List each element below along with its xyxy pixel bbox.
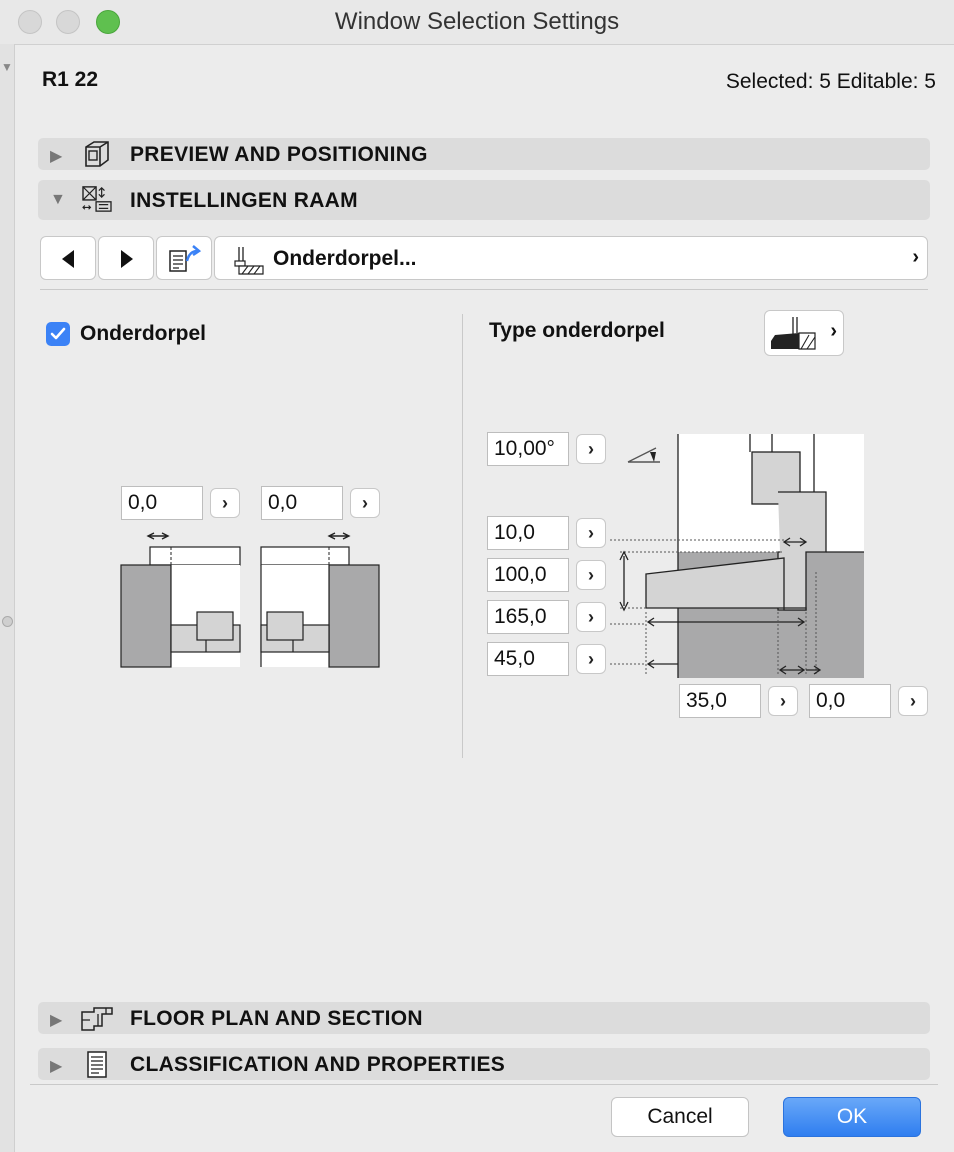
sill-overhang-stepper[interactable] xyxy=(576,644,606,674)
sill-thickness-stepper[interactable] xyxy=(576,560,606,590)
right-offset-stepper[interactable] xyxy=(350,488,380,518)
box-3d-icon xyxy=(80,140,114,168)
chevron-right-icon: › xyxy=(222,493,228,513)
triangle-left-icon xyxy=(62,250,74,268)
sill-thickness-input[interactable]: 100,0 xyxy=(487,558,569,592)
sill-height-input[interactable]: 10,0 xyxy=(487,516,569,550)
section-instellingen-raam[interactable] xyxy=(38,180,930,220)
prev-page-button[interactable] xyxy=(40,236,96,280)
section-floor-plan[interactable] xyxy=(38,1002,930,1034)
chevron-right-icon: › xyxy=(588,565,594,585)
ok-button[interactable]: OK xyxy=(783,1097,921,1137)
sill-height-stepper[interactable] xyxy=(576,518,606,548)
chevron-right-icon: › xyxy=(910,691,916,711)
disclosure-right-icon: ▶ xyxy=(50,1058,63,1075)
disclosure-down-icon: ▼ xyxy=(50,191,66,208)
splitter-handle-icon[interactable] xyxy=(2,616,13,627)
sill-icon xyxy=(233,245,267,275)
left-offset-input[interactable]: 0,0 xyxy=(121,486,203,520)
page-selector-dropdown[interactable] xyxy=(214,236,928,280)
page-list-button[interactable] xyxy=(156,236,212,280)
right-offset-input[interactable]: 0,0 xyxy=(261,486,343,520)
sill-depth-input[interactable]: 165,0 xyxy=(487,600,569,634)
chevron-right-icon: › xyxy=(830,320,837,342)
left-offset-stepper[interactable] xyxy=(210,488,240,518)
window-settings-icon xyxy=(80,185,114,213)
chevron-right-icon: › xyxy=(588,607,594,627)
section-label: FLOOR PLAN AND SECTION xyxy=(130,1007,423,1030)
page-selector-label: Onderdorpel... xyxy=(273,247,417,270)
chevron-right-icon: › xyxy=(588,439,594,459)
resize-strip[interactable] xyxy=(0,44,15,1152)
page-list-icon xyxy=(167,243,203,275)
element-id: R1 22 xyxy=(42,68,99,91)
chevron-right-icon: › xyxy=(780,691,786,711)
disclosure-right-icon: ▶ xyxy=(50,148,63,165)
checkmark-icon xyxy=(46,322,70,346)
chevron-right-icon: › xyxy=(362,493,368,513)
window-title: Window Selection Settings xyxy=(334,8,620,35)
divider xyxy=(40,289,928,290)
panel-divider xyxy=(462,314,463,758)
inner-offset-stepper[interactable] xyxy=(768,686,798,716)
outer-offset-stepper[interactable] xyxy=(898,686,928,716)
section-classification[interactable] xyxy=(38,1048,930,1080)
outer-offset-input[interactable]: 0,0 xyxy=(809,684,891,718)
disclosure-right-icon: ▶ xyxy=(50,1012,63,1029)
sill-type-picker[interactable] xyxy=(764,310,844,356)
inner-offset-input[interactable]: 35,0 xyxy=(679,684,761,718)
type-onderdorpel-label: Type onderdorpel xyxy=(489,319,665,342)
footer-divider xyxy=(30,1084,938,1085)
angle-stepper[interactable] xyxy=(576,434,606,464)
onderdorpel-label: Onderdorpel xyxy=(80,322,207,345)
sill-overhang-input[interactable]: 45,0 xyxy=(487,642,569,676)
collapse-arrow-icon: ▼ xyxy=(1,60,13,74)
floor-plan-icon xyxy=(80,1004,114,1032)
cancel-button[interactable]: Cancel xyxy=(611,1097,749,1137)
document-list-icon xyxy=(80,1050,114,1078)
section-preview-positioning[interactable] xyxy=(38,138,930,170)
sill-depth-stepper[interactable] xyxy=(576,602,606,632)
chevron-right-icon: › xyxy=(588,523,594,543)
chevron-right-icon: › xyxy=(588,649,594,669)
section-label: PREVIEW AND POSITIONING xyxy=(130,143,428,166)
sill-plan-diagram xyxy=(118,528,384,670)
sill-type-icon xyxy=(769,315,819,351)
sill-section-diagram xyxy=(610,432,866,680)
next-page-button[interactable] xyxy=(98,236,154,280)
section-label: INSTELLINGEN RAAM xyxy=(130,189,358,212)
angle-input[interactable]: 10,00° xyxy=(487,432,569,466)
selection-count: Selected: 5 Editable: 5 xyxy=(725,70,936,93)
section-label: CLASSIFICATION AND PROPERTIES xyxy=(130,1053,506,1076)
triangle-right-icon xyxy=(121,250,133,268)
onderdorpel-checkbox[interactable] xyxy=(46,322,70,346)
chevron-right-icon: › xyxy=(912,246,919,268)
